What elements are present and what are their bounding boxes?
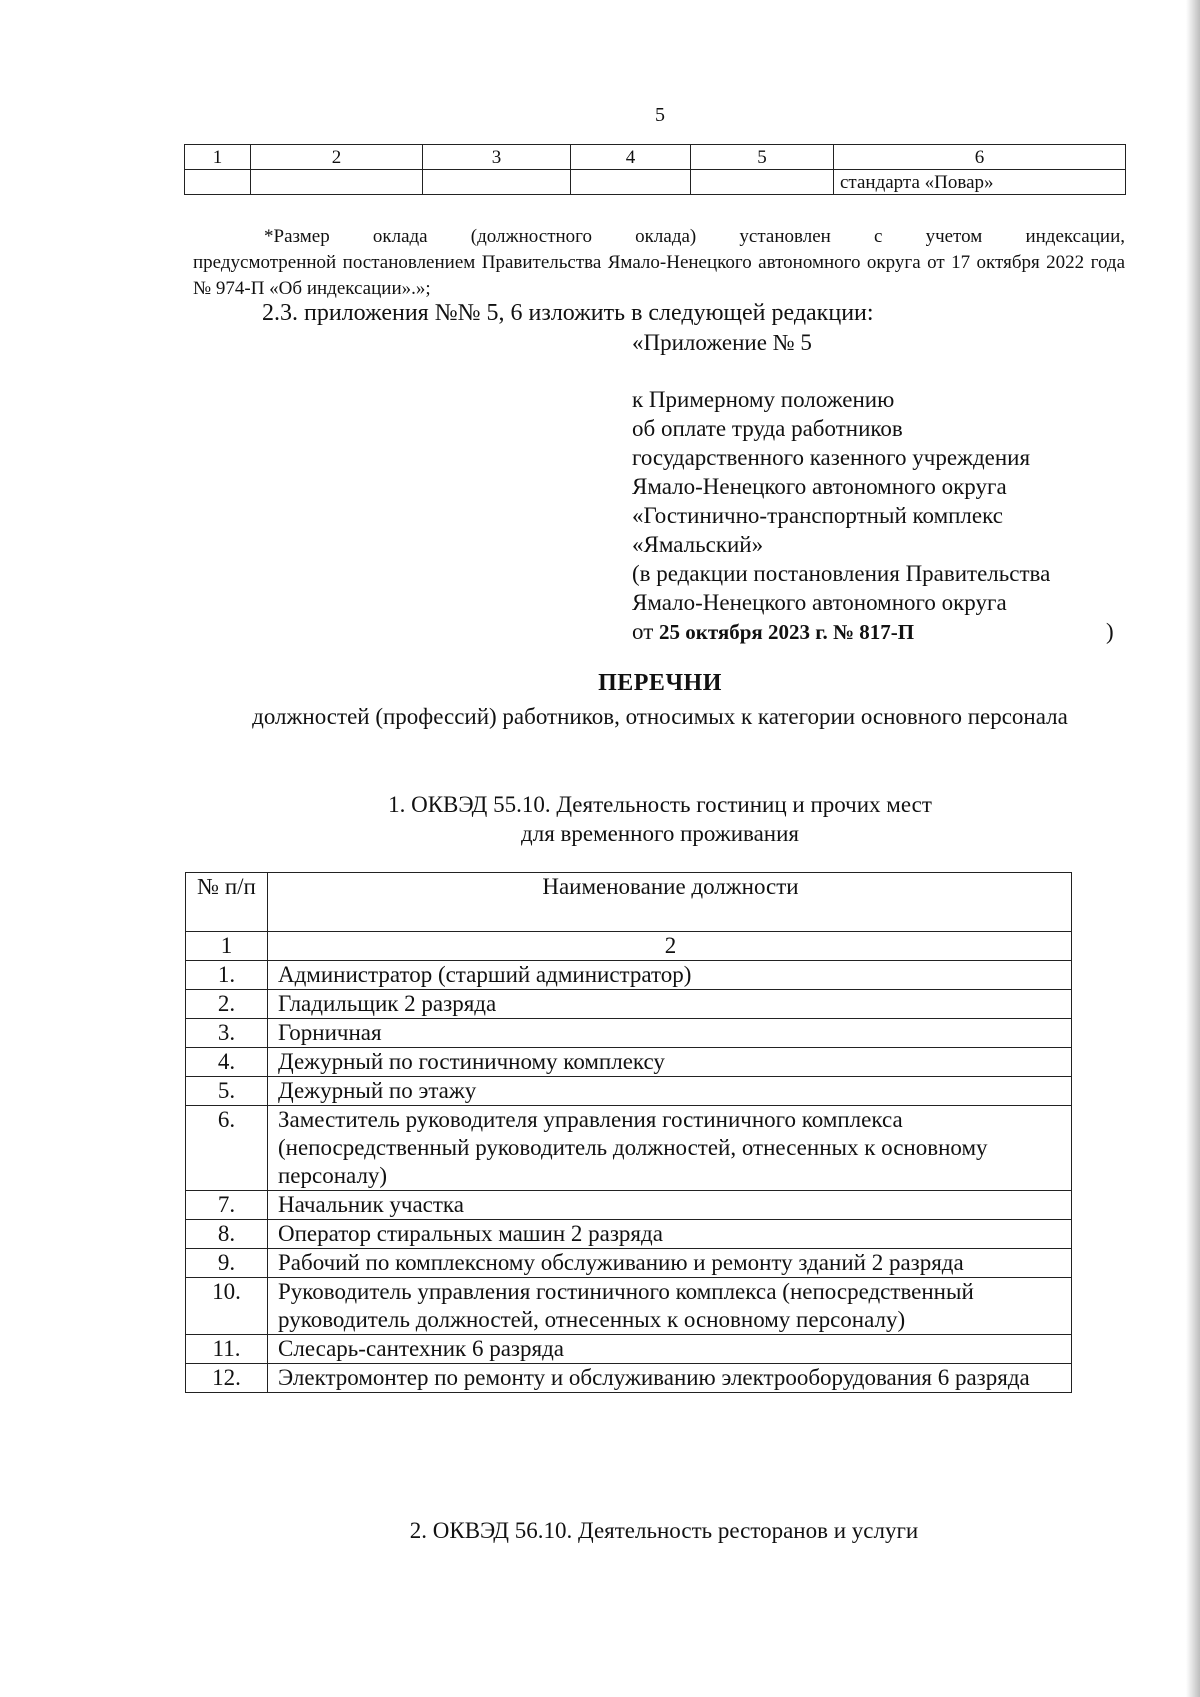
position-name: Начальник участка bbox=[268, 1191, 1072, 1220]
document-subtitle: должностей (профессий) работников, относимых к категории основного персонала bbox=[252, 704, 1068, 729]
cell-2 bbox=[251, 170, 423, 195]
cell-5 bbox=[691, 170, 834, 195]
row-number: 12. bbox=[186, 1364, 268, 1393]
appendix-line: к Примерному положению bbox=[632, 387, 895, 412]
index-name: 2 bbox=[268, 932, 1072, 961]
table-row bbox=[186, 990, 1072, 1019]
appendix-line: «Гостинично-транспортный комплекс bbox=[632, 503, 1003, 528]
section-1-line-1: 1. ОКВЭД 55.10. Деятельность гостиниц и прочих мест bbox=[388, 792, 932, 817]
header-position-name: Наименование должности bbox=[268, 873, 1072, 932]
row-number: 1. bbox=[186, 961, 268, 990]
continued-table bbox=[184, 144, 1126, 195]
table-row bbox=[186, 1048, 1072, 1077]
positions-table-index-row bbox=[186, 932, 1072, 961]
resolution-prefix: от bbox=[632, 619, 654, 644]
footnote-line-1: *Размер оклада (должностного оклада) установлен с учетом индексации, bbox=[264, 226, 1125, 247]
column-number-6: 6 bbox=[834, 145, 1126, 170]
table-row bbox=[186, 1220, 1072, 1249]
resolution-stamp: 25 октября 2023 г. № 817-П bbox=[659, 620, 915, 644]
column-number-2: 2 bbox=[251, 145, 423, 170]
section-1-line-2: для временного проживания bbox=[521, 821, 799, 846]
footnote bbox=[193, 224, 1125, 302]
table-row bbox=[186, 1191, 1072, 1220]
continued-table-header-row bbox=[185, 145, 1126, 170]
row-number: 5. bbox=[186, 1077, 268, 1106]
appendix-line: (в редакции постановления Правительства bbox=[632, 561, 1051, 586]
position-name: Оператор стиральных машин 2 разряда bbox=[268, 1220, 1072, 1249]
column-number-1: 1 bbox=[185, 145, 251, 170]
section-2-heading: 2. ОКВЭД 56.10. Деятельность ресторанов и услуги bbox=[409, 1518, 919, 1543]
appendix-heading: «Приложение № 5 bbox=[632, 330, 812, 355]
document-title: ПЕРЕЧНИ bbox=[598, 670, 722, 696]
table-row bbox=[186, 1278, 1072, 1335]
appendix-header-block bbox=[632, 328, 1132, 647]
position-name: Заместитель руководителя управления гостиничного комплекса (непосредственный руководитель должностей, отнесенных к основному персоналу) bbox=[268, 1106, 1072, 1191]
position-name: Горничная bbox=[268, 1019, 1072, 1048]
appendix-line: Ямало-Ненецкого автономного округа bbox=[632, 474, 1007, 499]
positions-table-header bbox=[186, 873, 1072, 932]
position-name: Гладильщик 2 разряда bbox=[268, 990, 1072, 1019]
row-number: 11. bbox=[186, 1335, 268, 1364]
column-number-3: 3 bbox=[423, 145, 571, 170]
cell-4 bbox=[571, 170, 691, 195]
row-number: 2. bbox=[186, 990, 268, 1019]
table-row bbox=[186, 1249, 1072, 1278]
position-name: Администратор (старший администратор) bbox=[268, 961, 1072, 990]
row-number: 6. bbox=[186, 1106, 268, 1191]
position-name: Дежурный по этажу bbox=[268, 1077, 1072, 1106]
row-number: 9. bbox=[186, 1249, 268, 1278]
table-row bbox=[186, 1335, 1072, 1364]
position-name: Рабочий по комплексному обслуживанию и ремонту зданий 2 разряда bbox=[268, 1249, 1072, 1278]
appendix-line: «Ямальский» bbox=[632, 532, 764, 557]
appendix-line: об оплате труда работников bbox=[632, 416, 903, 441]
amendment-clause: 2.3. приложения №№ 5, 6 изложить в следующей редакции: bbox=[262, 300, 874, 326]
appendix-line: государственного казенного учреждения bbox=[632, 445, 1031, 470]
continued-table-row bbox=[185, 170, 1126, 195]
row-number: 3. bbox=[186, 1019, 268, 1048]
row-number: 10. bbox=[186, 1278, 268, 1335]
position-name: Руководитель управления гостиничного комплекса (непосредственный руководитель должностей, отнесенных к основному персоналу) bbox=[268, 1278, 1072, 1335]
resolution-reference bbox=[632, 617, 1132, 647]
table-row bbox=[186, 1019, 1072, 1048]
row-number: 4. bbox=[186, 1048, 268, 1077]
positions-table bbox=[185, 872, 1072, 1393]
position-name: Электромонтер по ремонту и обслуживанию электрооборудования 6 разряда bbox=[268, 1364, 1072, 1393]
table-row bbox=[186, 1106, 1072, 1191]
position-name: Слесарь-сантехник 6 разряда bbox=[268, 1335, 1072, 1364]
table-row bbox=[186, 1077, 1072, 1106]
table-row bbox=[186, 961, 1072, 990]
footnote-rest: предусмотренной постановлением Правительства Ямало-Ненецкого автономного округа от 17 октября 2022 года № 974-П «Об индексации».»; bbox=[193, 252, 1125, 299]
resolution-close-paren: ) bbox=[1106, 619, 1114, 644]
row-number: 8. bbox=[186, 1220, 268, 1249]
column-number-5: 5 bbox=[691, 145, 834, 170]
appendix-line: Ямало-Ненецкого автономного округа bbox=[632, 590, 1007, 615]
index-number: 1 bbox=[186, 932, 268, 961]
section-1-heading bbox=[260, 790, 1060, 848]
header-number: № п/п bbox=[186, 873, 268, 932]
page-edge-shadow bbox=[1186, 0, 1200, 1697]
cell-3 bbox=[423, 170, 571, 195]
table-row bbox=[186, 1364, 1072, 1393]
page-number: 5 bbox=[655, 104, 665, 126]
column-number-4: 4 bbox=[571, 145, 691, 170]
position-name: Дежурный по гостиничному комплексу bbox=[268, 1048, 1072, 1077]
cell-1 bbox=[185, 170, 251, 195]
cell-6: стандарта «Повар» bbox=[834, 170, 1126, 195]
row-number: 7. bbox=[186, 1191, 268, 1220]
